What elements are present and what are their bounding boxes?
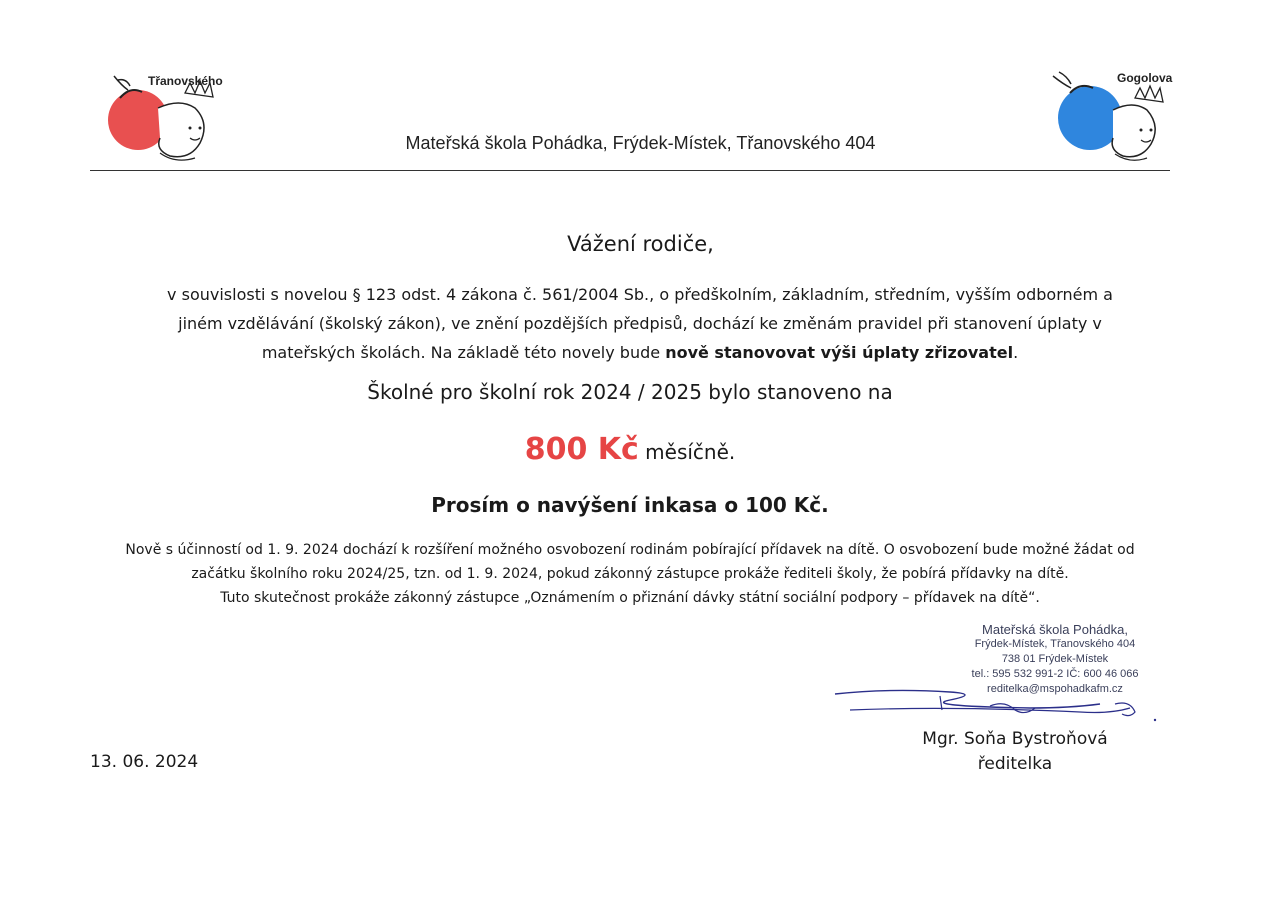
- stamp-line: tel.: 595 532 991-2 IČ: 600 46 066: [971, 668, 1139, 680]
- stamp-line: reditelka@mspohadkafm.cz: [987, 683, 1123, 695]
- notice-line: Nově s účinností od 1. 9. 2024 dochází k rozšíření možného osvobození rodinám pobírající přídavek na dítě. O osvobození bude možné žádat od: [125, 542, 1135, 558]
- intro-end: .: [1013, 343, 1019, 362]
- logo-left-label: Třanovského: [148, 74, 223, 88]
- intro-line: v souvislosti s novelou § 123 odst. 4 zákona č. 561/2004 Sb., o předškolním, základním, středním, vyšším odborném a: [167, 285, 1113, 304]
- exemption-notice: [70, 538, 1190, 610]
- handwritten-signature: [830, 686, 1170, 726]
- notice-line: začátku školního roku 2024/25, tzn. od 1. 9. 2024, pokud zákonný zástupce prokáže řediteli školy, že pobírá přídavky na dítě.: [191, 566, 1069, 582]
- fee-statement: Školné pro školní rok 2024 / 2025 bylo stanoveno na: [367, 380, 893, 404]
- stamp-line: Mateřská škola Pohádka,: [982, 622, 1128, 637]
- intro-line: [110, 338, 1170, 367]
- intro-text: mateřských školách. Na základě této novely bude: [261, 343, 666, 362]
- intro-line: jiném vzdělávání (školský zákon), ve znění pozdějších předpisů, dochází ke změnám pravidel při stanovení úplaty v: [178, 314, 1102, 333]
- fee-amount: 800 Kč: [524, 432, 639, 467]
- stamp-line: 738 01 Frýdek-Místek: [1001, 653, 1109, 665]
- signer-role: ředitelka: [977, 754, 1053, 774]
- signer-name: Mgr. Soňa Bystroňová: [922, 729, 1108, 749]
- fee-amount-line: [0, 432, 1260, 467]
- request-statement: Prosím o navýšení inkasa o 100 Kč.: [431, 493, 829, 517]
- fee-period: měsíčně.: [638, 440, 736, 464]
- letter-date: 13. 06. 2024: [90, 752, 199, 772]
- intro-paragraph: [110, 280, 1170, 367]
- logo-right-label: Gogolova: [1117, 71, 1173, 85]
- stamp-line: Frýdek-Místek, Třanovského 404: [974, 638, 1136, 650]
- notice-line: Tuto skutečnost prokáže zákonný zástupce „Oznámením o přiznání dávky státní sociální podpory – přídavek na dítě“.: [220, 590, 1040, 606]
- greeting: Vážení rodiče,: [567, 232, 714, 256]
- school-header: Mateřská škola Pohádka, Frýdek-Místek, Třanovského 404: [405, 133, 876, 153]
- signer-block: [900, 727, 1130, 777]
- intro-bold-text: nově stanovovat výši úplaty zřizovatel: [665, 343, 1014, 362]
- header-divider: [90, 170, 1170, 171]
